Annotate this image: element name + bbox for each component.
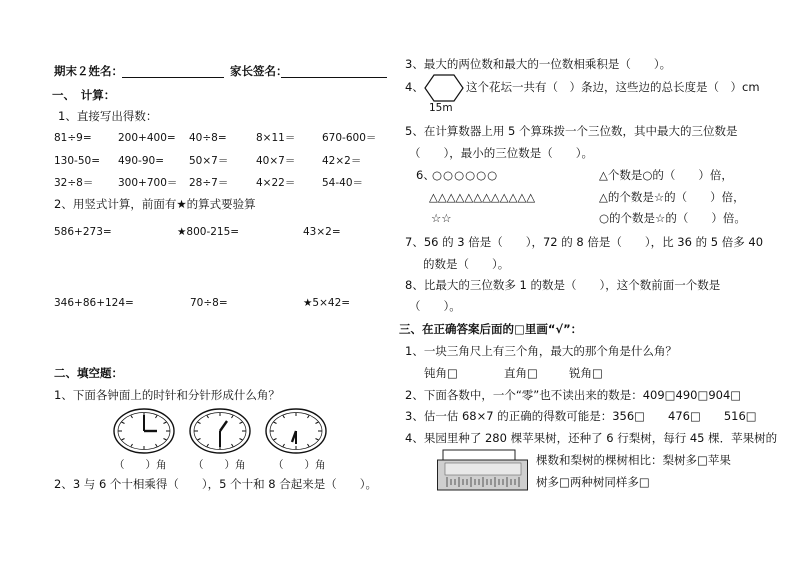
calc-item: 4×22＝	[256, 177, 296, 189]
choice-q4-line1: 4、果园里种了 280 棵苹果树，还种了 6 行梨树，每行 45 棵．苹果树的	[405, 431, 778, 445]
vertical-calc-item: 70÷8=	[190, 297, 228, 309]
fill-q2: 2、3 与 6 个十相乘得（ ），5 个十和 8 合起来是（ ）。	[54, 477, 378, 491]
page-title: 期末２姓名：	[54, 64, 123, 78]
clock-2-answer[interactable]: （ ）角	[193, 459, 246, 471]
vertical-calc-item: 43×2=	[303, 226, 341, 238]
vertical-calc-item: 346+86+124=	[54, 297, 134, 309]
calc-item: 40÷8=	[189, 132, 227, 144]
vertical-calc-item: ★800-215=	[177, 226, 240, 238]
calc-item: 42×2＝	[322, 155, 362, 167]
clock-2-icon	[188, 406, 252, 456]
q2-title: 2、用竖式计算，前面有★的算式要验算	[54, 197, 256, 211]
right-q3: 3、最大的两位数和最大的一位数相乘积是（ ）。	[405, 57, 672, 71]
q1-title: 1、直接写出得数：	[58, 109, 158, 123]
name-line[interactable]	[122, 77, 224, 78]
right-q8-line2: （ ）。	[409, 299, 461, 313]
triangles-row: △△△△△△△△△△△△	[429, 190, 536, 204]
ruler-icon	[437, 449, 529, 491]
parent-sign-label: 家长签名：	[230, 64, 288, 78]
parent-sign-line[interactable]	[281, 77, 387, 78]
stars-row: ☆☆	[431, 211, 452, 225]
choice-q4-line3: 树多□两种树同样多□	[536, 475, 650, 489]
calc-item: 130-50=	[54, 155, 100, 167]
vertical-calc-item: ★5×42=	[303, 297, 351, 309]
right-q4-number: 4、	[405, 80, 424, 94]
circles-row: ○○○○○○	[432, 168, 499, 182]
calc-item: 670-600＝	[322, 132, 377, 144]
calc-item: 200+400=	[118, 132, 176, 144]
right-q7-line1: 7、56 的 3 倍是（ ），72 的 8 倍是（ ），比 36 的 5 倍多 40	[405, 235, 764, 249]
choice-q1: 1、一块三角尺上有三个角，最大的那个角是什么角？	[405, 344, 677, 358]
clock-1-answer[interactable]: （ ）角	[114, 459, 167, 471]
calc-item: 8×11＝	[256, 132, 296, 144]
right-q6-b: △的个数是☆的（ ）倍，	[599, 190, 745, 204]
right-q6-number: 6、	[416, 168, 435, 182]
right-q8-line1: 8、比最大的三位数多 1 的数是（ ），这个数前面一个数是	[405, 278, 721, 292]
choice-q1-option[interactable]: 直角□	[504, 366, 538, 380]
section1-title: 一、 计算：	[52, 88, 116, 102]
choice-q4-line2: 棵数和梨树的棵树相比：梨树多□苹果	[536, 453, 731, 467]
section3-title: 三、在正确答案后面的□里画“√”：	[399, 322, 583, 336]
clock-3-answer[interactable]: （ ）角	[273, 459, 326, 471]
calc-item: 40×7＝	[256, 155, 296, 167]
calc-item: 50×7＝	[189, 155, 229, 167]
section2-title: 二、填空题：	[54, 366, 123, 380]
right-q6-c: ○的个数是☆的（ ）倍。	[599, 211, 746, 225]
calc-item: 54-40＝	[322, 177, 364, 189]
calc-item: 81÷9=	[54, 132, 92, 144]
right-q4: 这个花坛一共有（ ）条边，这些边的总长度是（ ）cm	[466, 80, 760, 94]
right-q5-line1: 5、在计算数器上用 5 个算珠拨一个三位数，其中最大的三位数是	[405, 124, 738, 138]
choice-q3: 3、估一估 68×7 的正确的得数可能是：356□ 476□ 516□	[405, 409, 757, 423]
right-q5-line2: （ ），最小的三位数是（ ）。	[409, 146, 593, 160]
fill-q1: 1、下面各钟面上的时针和分针形成什么角？	[54, 388, 280, 402]
calc-item: 300+700＝	[118, 177, 178, 189]
hexagon-side-length: 15m	[429, 102, 453, 114]
choice-q2: 2、下面各数中，一个“零”也不读出来的数是：409□490□904□	[405, 388, 742, 402]
choice-q1-option[interactable]: 钝角□	[424, 366, 458, 380]
right-q6-a: △个数是○的（ ）倍，	[599, 168, 733, 182]
calc-item: 28÷7＝	[189, 177, 229, 189]
choice-q1-option[interactable]: 锐角□	[569, 366, 603, 380]
clock-1-icon	[112, 406, 176, 456]
clock-3-icon	[264, 406, 328, 456]
hexagon-icon	[424, 74, 464, 102]
calc-item: 490-90=	[118, 155, 164, 167]
right-q7-line2: 的数是（ ）。	[423, 257, 510, 271]
calc-item: 32÷8＝	[54, 177, 94, 189]
vertical-calc-item: 586+273=	[54, 226, 112, 238]
